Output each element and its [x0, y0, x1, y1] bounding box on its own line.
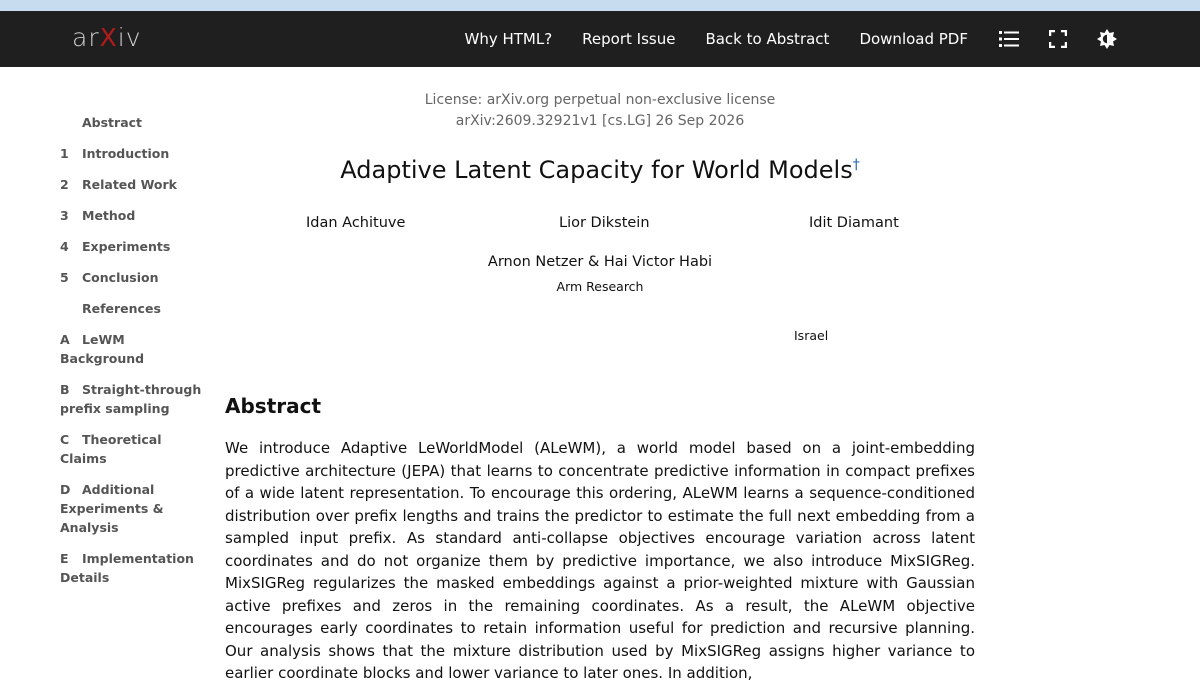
toc-number: E	[60, 551, 69, 566]
toc-number: A	[60, 332, 70, 347]
nav-icons	[998, 11, 1145, 67]
arxiv-id: arXiv:2609.32921v1 [cs.LG] 26 Sep 2026	[455, 113, 745, 129]
nav-links	[434, 11, 968, 67]
toc-item-related-work[interactable]	[60, 175, 210, 194]
toc-label: Introduction	[82, 146, 170, 161]
toc-item-straight-through[interactable]	[60, 380, 210, 418]
toc-item-method[interactable]	[60, 206, 210, 225]
toc-item-lewm-background[interactable]	[60, 330, 210, 368]
paper-main	[225, 90, 975, 682]
toc-number: 5	[60, 270, 69, 285]
toc-number: 3	[60, 208, 69, 223]
top-navbar	[0, 11, 1200, 67]
paper-title	[225, 150, 975, 185]
toc-item-conclusion[interactable]	[60, 268, 210, 287]
logo-text-x: X	[99, 23, 118, 52]
affiliation: Arm Research	[556, 279, 644, 294]
toc-label: Straight-through prefix sampling	[60, 382, 202, 416]
report-issue-link[interactable]: Report Issue	[582, 30, 676, 48]
arxiv-logo[interactable]	[72, 23, 142, 53]
toc-number: C	[60, 432, 70, 447]
toc-number: B	[60, 382, 70, 397]
toc-label: Implementation Details	[60, 551, 194, 585]
toc-label: Conclusion	[82, 270, 159, 285]
title-footnote-link[interactable]: †	[852, 157, 860, 173]
toc-label: Additional Experiments & Analysis	[60, 482, 164, 535]
toc-label: Related Work	[82, 177, 177, 192]
toc-item-abstract[interactable]	[60, 113, 210, 132]
logo-text-right: iv	[117, 23, 142, 52]
authors-row	[225, 215, 975, 239]
abstract-heading: Abstract	[225, 394, 322, 418]
back-to-abstract-link[interactable]: Back to Abstract	[705, 30, 830, 48]
toc-label: Method	[82, 208, 136, 223]
author-name: Lior Dikstein	[559, 215, 650, 231]
author-name: Idan Achituve	[306, 215, 406, 231]
browser-banner-strip	[0, 0, 1200, 11]
abstract-text: We introduce Adaptive LeWorldModel (ALeWM), a world model based on a joint-embedding predictive architecture (JEPA) that learns to concentrate predictive information in compact prefixes of a wide latent representation. To encourage this ordering, ALeWM learns a sequence-conditioned distribution over prefix lengths and trains the predictor to estimate the full next embedding from a sampled input prefix. As standard anti-collapse objectives encourage variation across latent coordinates and do not organize them by predictive importance, we also introduce MixSIGReg. MixSIGReg regularizes the masked embeddings against a prior-weighted mixture with Gaussian active prefixes and zeros in the remaining coordinates. As a result, the ALeWM objective encourages early coordinates to retain information useful for prediction and recursive planning. Our analysis shows that the mixture distribution used by MixSIGReg assigns higher variance to earlier coordinate blocks and lower variance to later ones. In addition,	[225, 439, 975, 682]
license-block	[225, 90, 975, 132]
paper-title-text: Adaptive Latent Capacity for World Models	[340, 156, 853, 184]
theme-toggle-icon[interactable]	[1096, 28, 1118, 50]
toc-item-theoretical-claims[interactable]	[60, 430, 210, 468]
why-html-link[interactable]: Why HTML?	[464, 30, 553, 48]
toc-label: Experiments	[82, 239, 171, 254]
authors-line-2: Arnon Netzer & Hai Victor Habi	[487, 254, 713, 270]
toc-item-experiments[interactable]	[60, 237, 210, 256]
toc-number: 2	[60, 177, 69, 192]
license-text: License: arXiv.org perpetual non-exclusive license	[424, 92, 776, 108]
fullscreen-icon[interactable]	[1047, 28, 1069, 50]
logo-text-left: ar	[72, 23, 100, 52]
toc-label: Abstract	[82, 115, 143, 130]
toc-number: D	[60, 482, 71, 497]
table-of-contents	[60, 113, 210, 599]
toc-label: LeWM Background	[60, 332, 145, 366]
toc-item-introduction[interactable]	[60, 144, 210, 163]
toc-label: Theoretical Claims	[60, 432, 162, 466]
toc-label: References	[82, 301, 161, 316]
toc-number: 1	[60, 146, 69, 161]
list-icon[interactable]	[998, 28, 1020, 50]
toc-item-implementation-details[interactable]	[60, 549, 210, 587]
download-pdf-link[interactable]: Download PDF	[859, 30, 968, 48]
toc-item-additional-experiments[interactable]	[60, 480, 210, 537]
toc-number: 4	[60, 239, 69, 254]
author-name: Idit Diamant	[809, 215, 899, 231]
location: Israel	[794, 328, 829, 343]
toc-item-references[interactable]	[60, 299, 210, 318]
